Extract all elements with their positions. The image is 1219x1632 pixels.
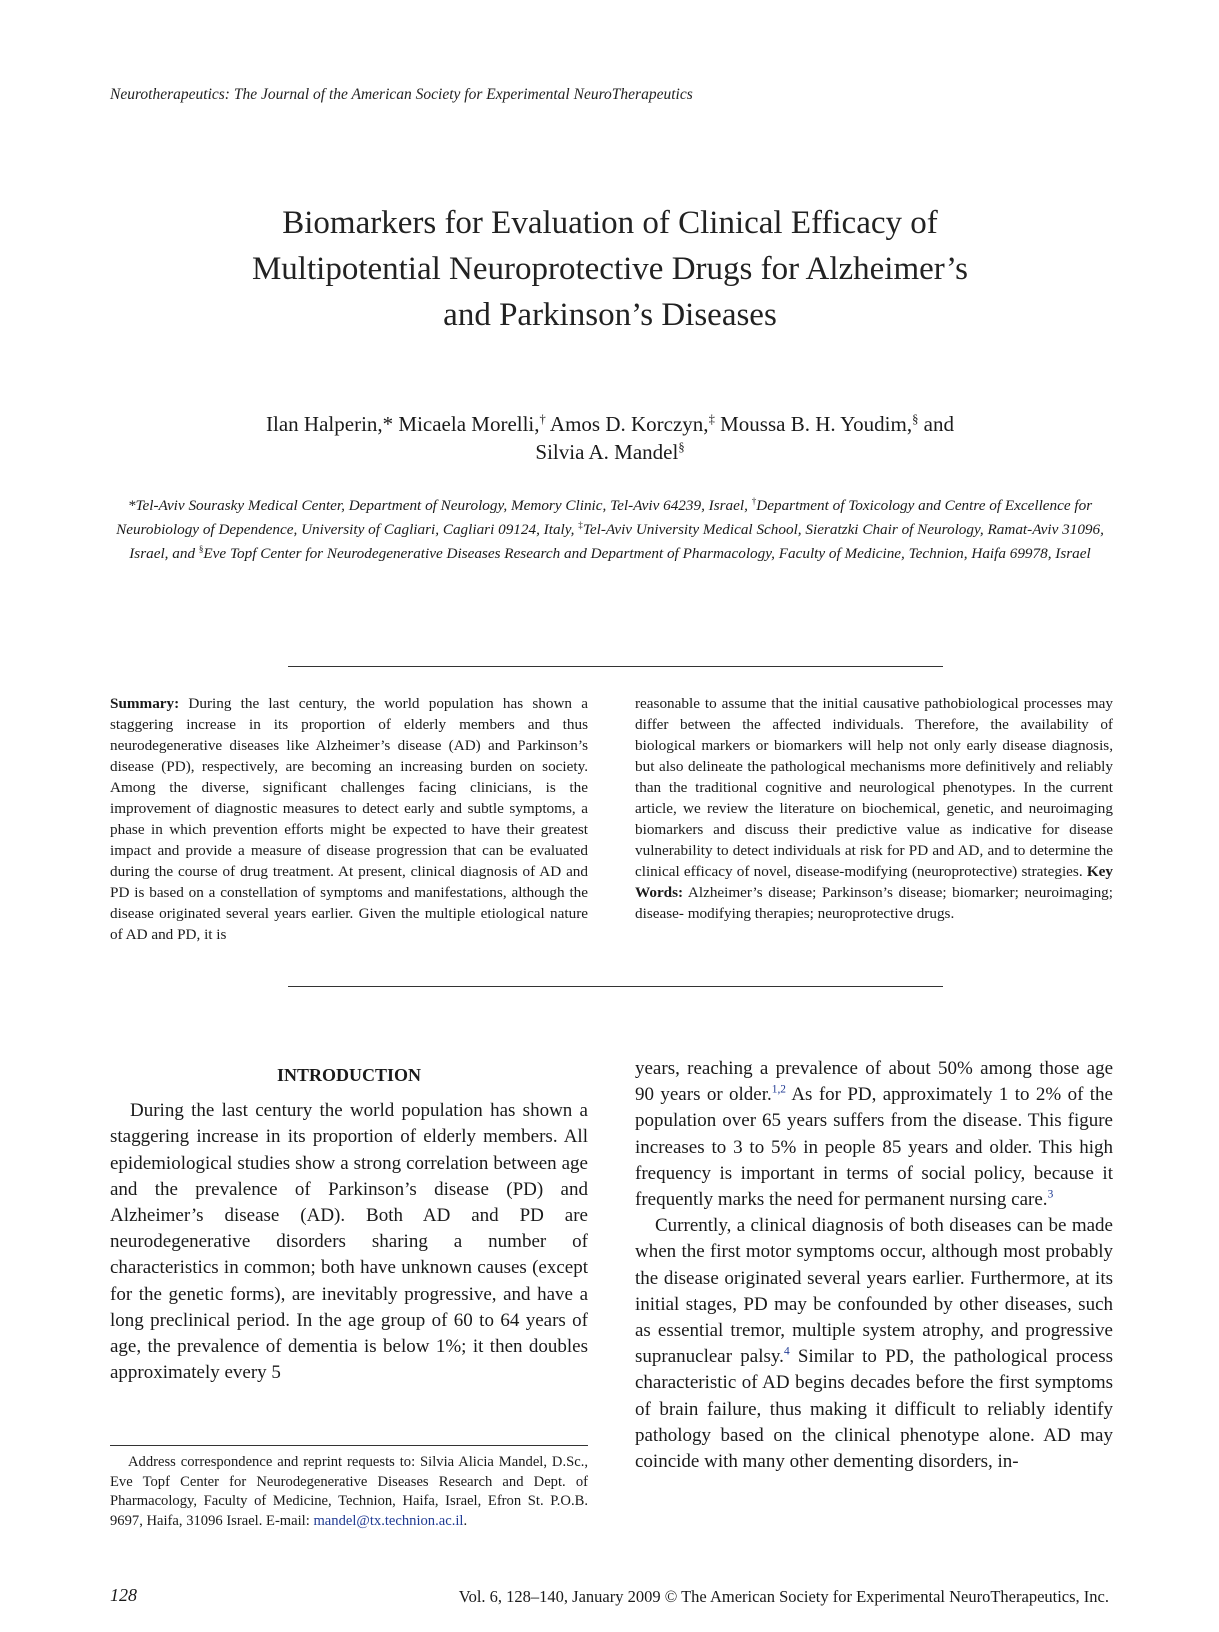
author-list (130, 410, 1090, 466)
abstract-left-column (110, 693, 588, 945)
intro-paragraph-1: During the last century the world population has shown a staggering increase in its proportion of elderly members. All epidemiological studies show a strong correlation between age and the prevalence of Parkinson’s disease (PD) and Alzheimer’s disease (AD). Both AD and PD are neurodegenerative disorders sharing a number of characteristics in common; both have unknown causes (except for the genetic forms), are inevitably progressive, and have a long preclinical period. In the age group of 60 to 64 years of age, the prevalence of dementia is below 1%; it then doubles approximately every 5 (110, 1100, 588, 1384)
intro-paragraph-1-continued: years, reaching a prevalence of about 50% among those age 90 years or older.$^{1,2}$ As for PD, approximately 1 to 2% of the population over 65 years suffers from the disease. This figure increases to 3 to 5% in people 85 years and older. This high frequency is important in terms of social policy, because it frequently marks the need for permanent nursing care.$^3$ (635, 1058, 1113, 1211)
abstract-top-rule (288, 666, 943, 667)
affiliations (110, 494, 1110, 566)
title-line-3: and Parkinson’s Diseases (443, 297, 777, 333)
author-youdim: Moussa B. H. Youdim, (714, 412, 913, 436)
article-title (130, 200, 1090, 338)
page-number: 128 (110, 1585, 137, 1605)
abstract-bottom-rule (288, 986, 943, 987)
citation-3[interactable]: 3 (1047, 1188, 1054, 1201)
volume-citation: Vol. 6, 128–140, January 2009 © The American Society for Experimental NeuroTherapeutics, Inc. (458, 1587, 1109, 1606)
body-left-column (110, 1062, 588, 1386)
title-line-1: Biomarkers for Evaluation of Clinical Efficacy of (282, 205, 938, 241)
author-halperin: Ilan Halperin,* (266, 412, 399, 436)
affiliation-mark: § (198, 543, 204, 554)
abstract-text-left: During the last century, the world population has shown a staggering increase in its proportion of elderly members and thus neurodegenerative diseases like Alzheimer’s disease (AD) and Parkinson’s disease (PD), respectively, are becoming an increasing burden on society. Among the diverse, significant challenges facing clinicians, is the improvement of diagnostic measures to detect early and subtle symptoms, a phase in which prevention efforts might be expected to have their greatest impact and provide a measure of disease progression that can be evaluated during the course of drug treatment. At present, clinical diagnosis of AD and PD is based on a constellation of symptoms and manifestations, although the disease originated several years earlier. Given the multiple etiological nature of AD and PD, it is (110, 695, 588, 943)
affiliation-mark: ‡ (578, 519, 583, 530)
affiliation-mark: § (912, 412, 919, 426)
affiliation-1: *Tel-Aviv Sourasky Medical Center, Department of Neurology, Memory Clinic, Tel-Aviv 64239, Israel, (127, 497, 752, 514)
journal-header: Neurotherapeutics: The Journal of the American Society for Experimental NeuroTherapeutics (110, 86, 693, 103)
abstract-text-right: reasonable to assume that the initial causative pathobiological processes may differ between the affected individuals. Therefore, the availability of biological markers or biomarkers will help not only early disease diagnosis, but also delineate the pathological mechanisms more definitively and reliably than the traditional cognitive and neurological phenotypes. In the current article, we review the literature on biochemical, genetic, and neuroimaging biomarkers and discuss their predictive value as indicative for disease vulnerability to detect individuals at risk for PD and AD, and to determine the clinical efficacy of novel, disease-modifying (neuroprotective) strategies. (635, 695, 1113, 880)
affiliation-mark: ‡ (708, 412, 715, 426)
keywords-label: Key Words: (635, 863, 1113, 901)
body-right-column (635, 1056, 1113, 1475)
author-conjunction: and (918, 412, 954, 436)
keywords: Alzheimer’s disease; Parkinson’s disease; biomarker; neuroimaging; disease- modifying therapies; neuroprotective drugs. (635, 884, 1113, 922)
affiliation-mark: § (678, 440, 685, 454)
citation-4[interactable]: 4 (783, 1345, 790, 1358)
abstract-right-column (635, 693, 1113, 924)
author-korczyn: Amos D. Korczyn, (545, 412, 709, 436)
author-morelli: Micaela Morelli, (398, 412, 540, 436)
citation-1-2[interactable]: 1,2 (771, 1083, 787, 1096)
affiliation-3: Tel-Aviv University Medical School, Sieratzki Chair of Neurology, Ramat-Aviv 31096, Israel, and (129, 521, 1104, 562)
intro-paragraph-2: Currently, a clinical diagnosis of both diseases can be made when the first motor symptoms occur, although most probably the disease originated several years earlier. Furthermore, at its initial stages, PD may be confounded by other diseases, such as essential tremor, multiple system atrophy, and progressive supranuclear palsy.$^4$ Similar to PD, the pathological process characteristic of AD begins decades before the first symptoms of brain failure, thus making it difficult to reliably identify pathology based on the clinical phenotype alone. AD may coincide with many other dementing disorders, in- (635, 1215, 1113, 1473)
correspondence-footnote: Address correspondence and reprint requests to: Silvia Alicia Mandel, D.Sc., Eve Topf Center for Neurodegenerative Diseases Research and Dept. of Pharmacology, Faculty of Medicine, Technion, Haifa, Israel, Efron St. P.O.B. 9697, Haifa, 31096 Israel. E-mail: mandel@tx.technion.ac.il. (110, 1454, 588, 1529)
title-line-2: Multipotential Neuroprotective Drugs for Alzheimer’s (251, 251, 969, 287)
summary-label: Summary: (110, 695, 180, 712)
affiliation-mark: † (539, 412, 546, 426)
affiliation-2: Department of Toxicology and Centre of Excellence for Neurobiology of Dependence, University of Cagliari, Cagliari 09124, Italy, (116, 497, 1093, 538)
affiliation-4: Eve Topf Center for Neurodegenerative Diseases Research and Department of Pharmacology, Faculty of Medicine, Technion, Haifa 69978, Israel (203, 545, 1091, 562)
footnote-rule (110, 1445, 588, 1446)
section-heading-introduction: INTRODUCTION (276, 1065, 422, 1085)
email-link[interactable]: mandel@tx.technion.ac.il (313, 1512, 464, 1529)
affiliation-mark: † (751, 495, 757, 506)
author-mandel: Silvia A. Mandel (535, 440, 679, 464)
